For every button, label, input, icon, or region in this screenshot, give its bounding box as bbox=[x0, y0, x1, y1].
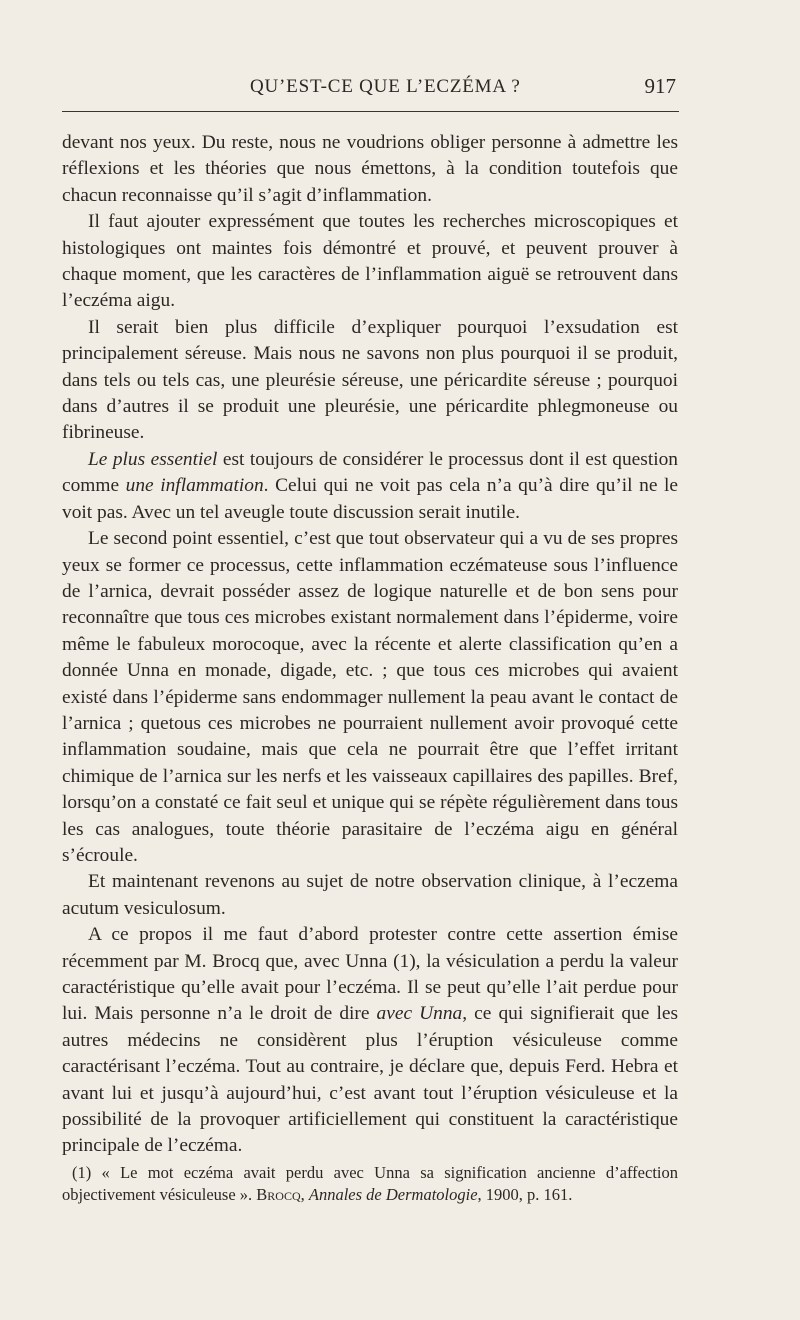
italic-phrase: avec Unna bbox=[376, 1003, 463, 1025]
footnote-author: Brocq bbox=[256, 1185, 301, 1204]
paragraph-7 bbox=[62, 922, 678, 1160]
footnote-text bbox=[62, 1162, 678, 1206]
italic-phrase: Le plus essentiel bbox=[88, 448, 218, 470]
paragraph-6: Et maintenant revenons au sujet de notre observation clinique, à l’eczema acutum vesiculosum. bbox=[62, 871, 678, 919]
header-rule bbox=[62, 111, 679, 112]
footnote-sep: , bbox=[300, 1185, 309, 1204]
paragraph-5: Le second point essentiel, c’est que tout observateur qui a vu de ses propres yeux se former ce processus, cette inflammation eczémateuse sous l’influence de l’arnica, devrait posséder assez de logique naturelle et de bon sens pour reconnaître que tous ces microbes existant normalement dans l’épiderme, voire même le fabuleux morocoque, avec la récente et alerte classification qu’en a donnée Unna en monade, digade, etc. ; que tous ces microbes qui avaient existé dans l’épiderme sans endommager nullement la peau avant le contact de l’arnica ; quetous ces microbes ne pourraient nullement avoir provoqué cette inflammation soudaine, mais que cela ne pourrait être que l’effet irritant chimique de l’arnica sur les nerfs et les vaisseaux capillaires des papilles. Bref, lorsqu’on a constaté ce fait seul et unique qui se répète régulièrement dans tous les cas analogues, toute théorie parasitaire de l’eczéma aigu en général s’écroule. bbox=[62, 528, 678, 866]
paragraph-4 bbox=[62, 447, 678, 526]
page-number: 917 bbox=[644, 74, 676, 98]
paragraph-2: Il faut ajouter expressément que toutes les recherches microscopiques et histologiques ont maintes fois démontré et prouvé, et peuvent prouver à chaque moment, que les caractères de l’inflammation aiguë se retrouvent dans l’eczéma aigu. bbox=[62, 211, 678, 312]
paragraph-3: Il serait bien plus difficile d’expliquer pourquoi l’exsudation est principalement séreuse. Mais nous ne savons non plus pourquoi il se produit, dans tels ou tels cas, une pleurésie séreuse, une péricardite séreuse ; pourquoi dans d’autres il se produit une pleurésie, une péricardite phlegmoneuse ou fibrineuse. bbox=[62, 316, 678, 444]
footnote-quote: (1) « Le mot eczéma avait perdu avec Unna sa signification ancienne d’affection objectivement vésiculeuse ». bbox=[62, 1163, 678, 1204]
text-run: est toujours de considérer le processus dont il est question comme bbox=[62, 448, 679, 497]
footnote-ref: , 1900, p. 161. bbox=[477, 1185, 573, 1204]
footnote-journal: Annales de Dermatologie bbox=[308, 1185, 478, 1204]
footnote bbox=[62, 1162, 678, 1206]
text-run: , ce qui signifierait que les autres médecins ne considèrent plus l’éruption vésiculeuse comme caractérisant l’eczéma. Tout au contraire, je déclare que, depuis Ferd. Hebra et avant lui et jusqu’à aujourd’hui, c’est avant tout l’éruption vésiculeuse et la possibilité de la provoquer artificiellement qui constituent la caractéristique principale de l’eczéma. bbox=[62, 1003, 678, 1157]
page-header bbox=[62, 72, 678, 104]
italic-phrase: une inflammation bbox=[125, 475, 264, 497]
text-run: A ce propos il me faut d’abord protester contre cette assertion émise récemment par M. Brocq que, avec Unna (1), la vésiculation a perdu la valeur caractéristique qu’elle avait pour l’eczéma. Il se peut qu’elle l’ait perdue pour lui. Mais personne n’a le droit de dire bbox=[62, 924, 678, 1025]
body-text bbox=[62, 130, 678, 1160]
paragraph-1: devant nos yeux. Du reste, nous ne voudrions obliger personne à admettre les réflexions et les théories que nous émettons, à la condition toutefois que chacun reconnaisse qu’il s’agit d’inflammation. bbox=[62, 132, 678, 206]
text-run: . Celui qui ne voit pas cela n’a qu’à dire qu’il ne le voit pas. Avec un tel aveugle toute discussion serait inutile. bbox=[62, 475, 679, 523]
running-title: QU’EST-CE QUE L’ECZÉMA ? bbox=[250, 76, 521, 97]
